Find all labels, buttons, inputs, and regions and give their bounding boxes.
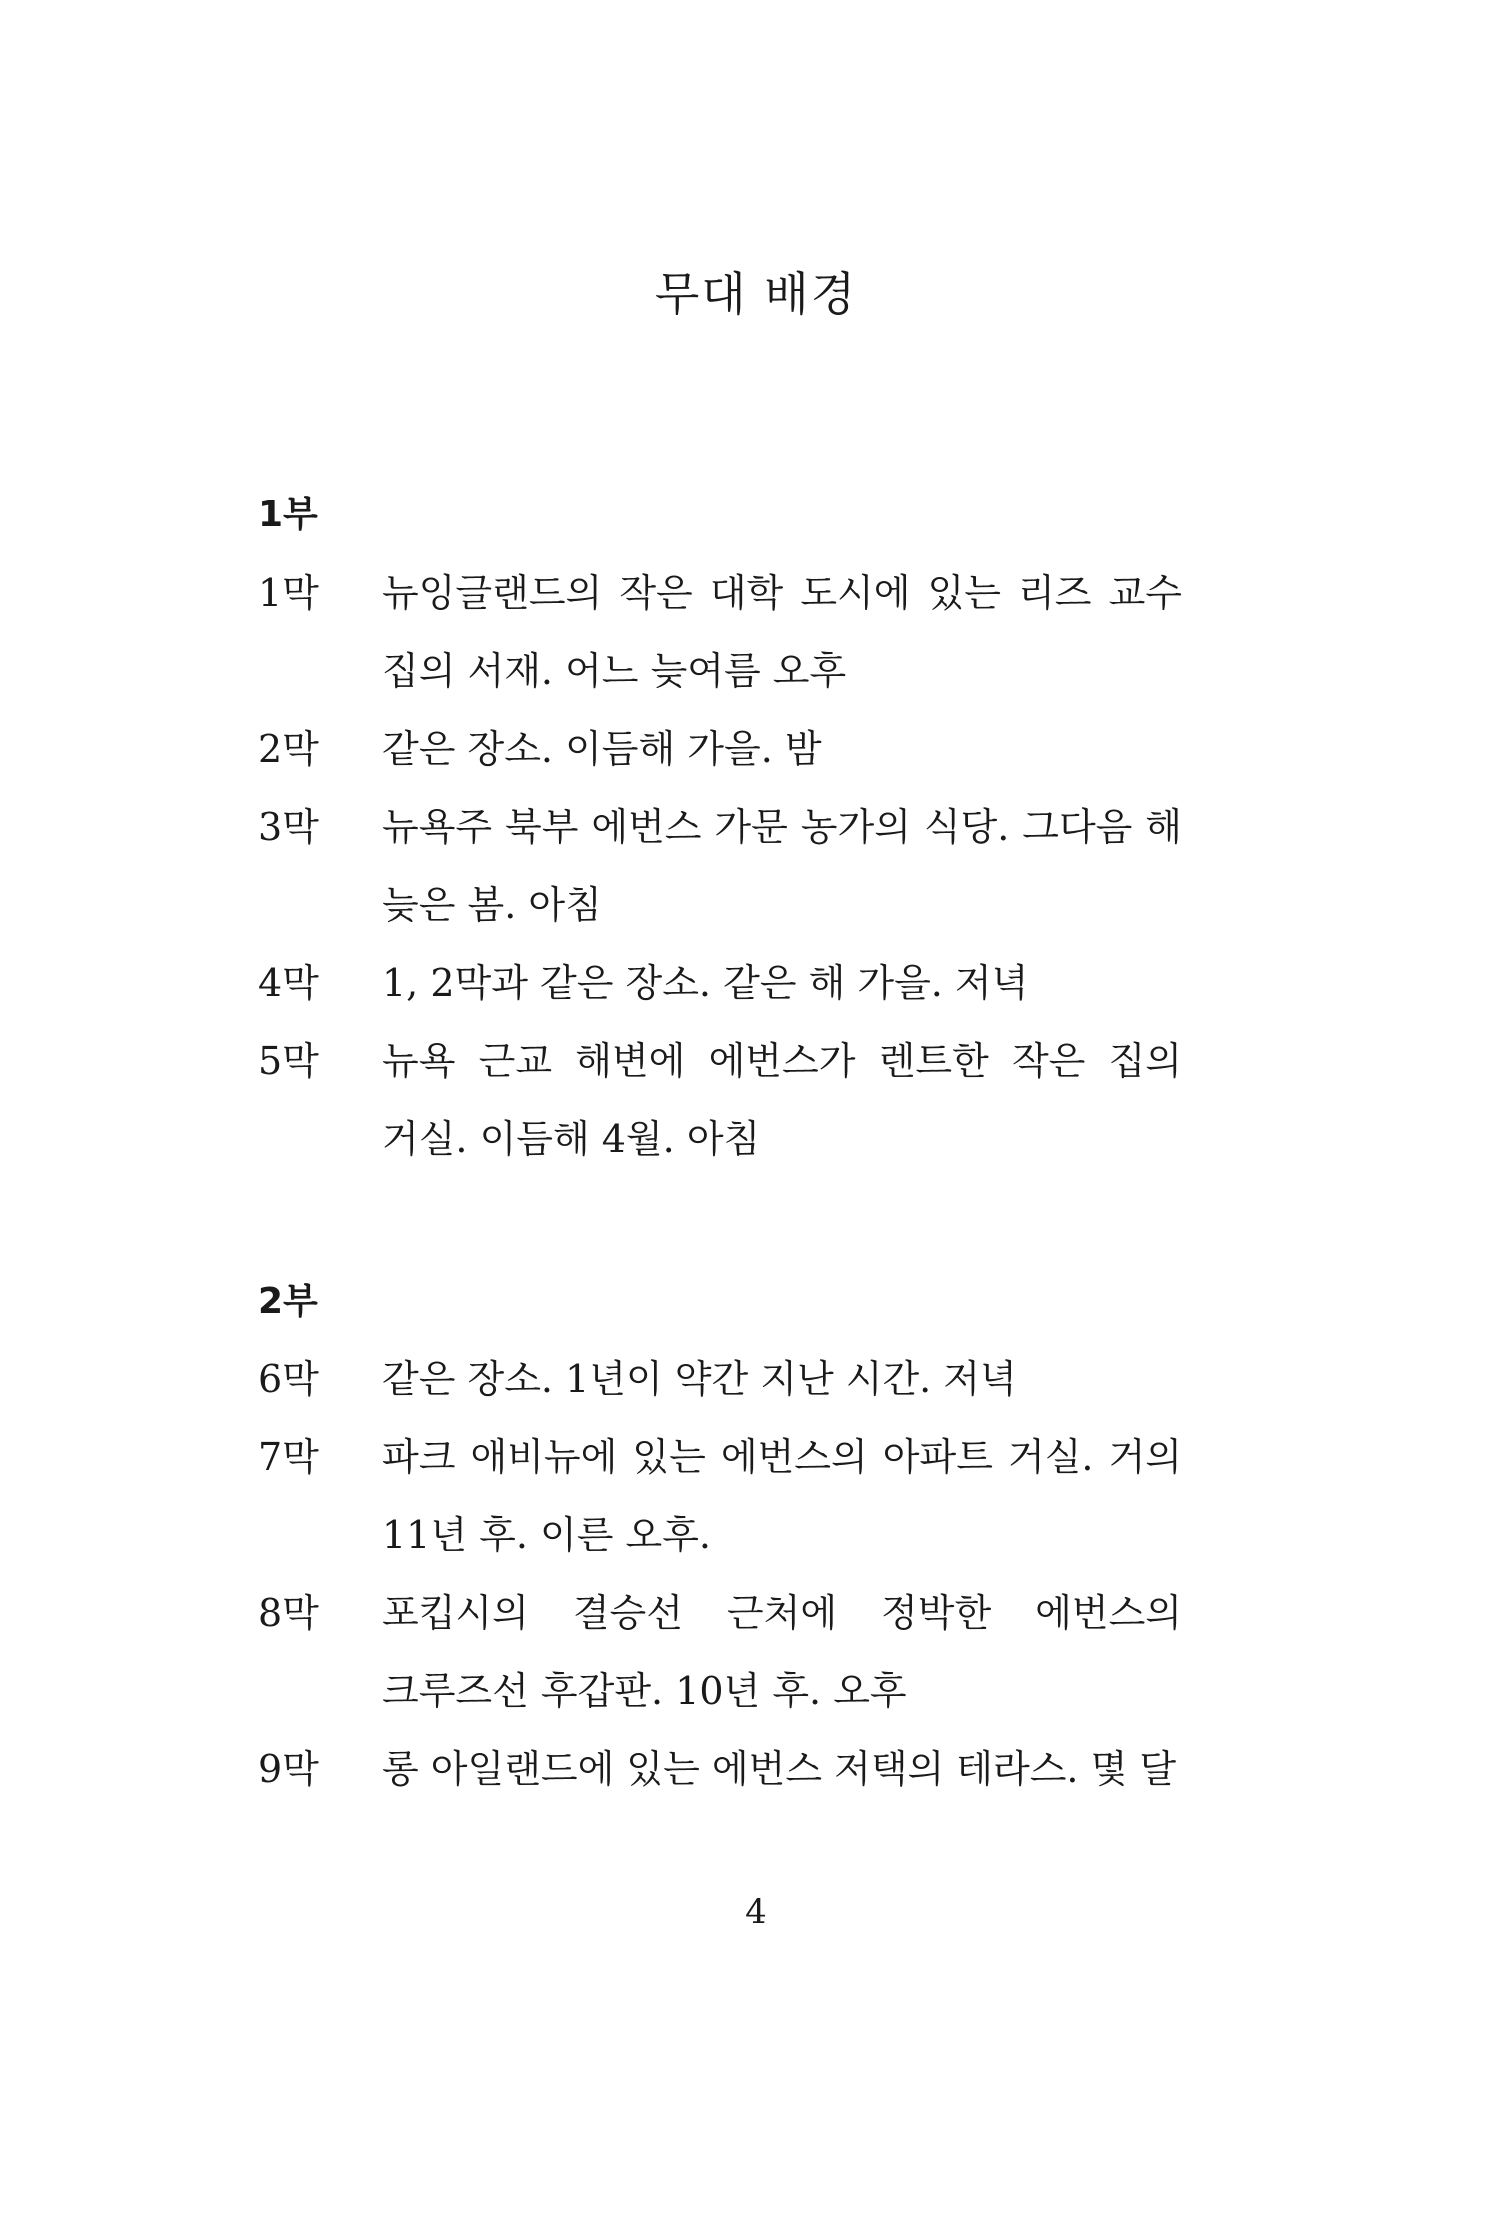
- act-label: 5막: [258, 1039, 319, 1083]
- act-label: 7막: [258, 1435, 319, 1479]
- act-label: 9막: [258, 1747, 319, 1791]
- act-description: 같은 장소. 이듬해 가을. 밤: [382, 727, 822, 771]
- part-heading: 1부: [258, 494, 318, 535]
- act-label: 3막: [258, 805, 319, 849]
- act-label: 8막: [258, 1591, 319, 1635]
- act-label: 1막: [258, 571, 319, 615]
- act-description: 1, 2막과 같은 장소. 같은 해 가을. 저녁: [382, 961, 1029, 1005]
- act-description: 파크 애비뉴에 있는 에번스의 아파트 거실. 거의 11년 후. 이른 오후.: [382, 1435, 1182, 1557]
- act-label: 6막: [258, 1357, 319, 1401]
- page-number: 4: [745, 1892, 767, 1932]
- act-description: 포킵시의 결승선 근처에 정박한 에번스의 크루즈선 후갑판. 10년 후. 오후: [382, 1591, 1182, 1713]
- act-description: 뉴욕주 북부 에번스 가문 농가의 식당. 그다음 해 늦은 봄. 아침: [382, 805, 1182, 927]
- act-description: 롱 아일랜드에 있는 에번스 저택의 테라스. 몇 달: [382, 1747, 1177, 1791]
- act-description: 뉴욕 근교 해변에 에번스가 렌트한 작은 집의 거실. 이듬해 4월. 아침: [382, 1039, 1182, 1161]
- act-label: 4막: [258, 961, 319, 1005]
- act-description: 같은 장소. 1년이 약간 지난 시간. 저녁: [382, 1357, 1017, 1401]
- page-title: 무대 배경: [654, 267, 858, 321]
- act-description: 뉴잉글랜드의 작은 대학 도시에 있는 리즈 교수 집의 서재. 어느 늦여름 오후: [382, 571, 1182, 693]
- part-heading: 2부: [258, 1281, 318, 1322]
- act-label: 2막: [258, 727, 319, 771]
